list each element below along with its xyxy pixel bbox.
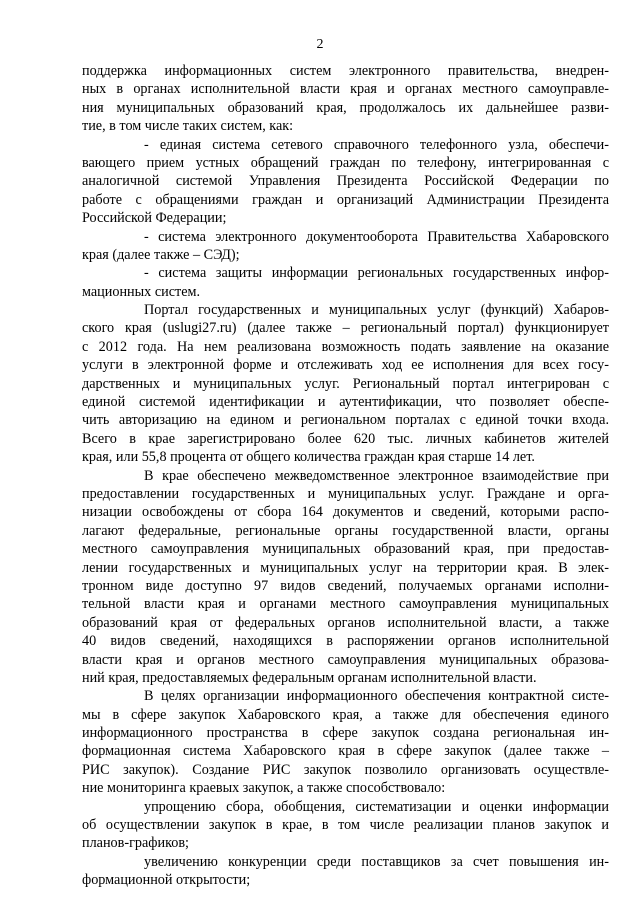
text-line: ние мониторинга краевых закупок, а также способствовало: — [82, 780, 446, 797]
text-line: предоставлении государственных и муниципальных услуг. Граждане и орга- — [82, 485, 609, 502]
text-line: 40 видов сведений, находящихся в распоряжении органов исполнительной — [82, 633, 609, 650]
text-line: единой системой идентификации и аутентификации, что позволяет обеспе- — [82, 394, 609, 411]
text-line: ных в органах исполнительной власти края и органах местного самоуправле- — [82, 81, 609, 98]
text-line: - единая система сетевого справочного телефонного узла, обеспечи- — [144, 136, 609, 153]
text-line: работе с обращениями граждан и организаций Администрации Президента — [82, 191, 609, 208]
text-line: дарственных и муниципальных услуг. Региональный портал интегрирован с — [82, 375, 609, 392]
text-line: поддержка информационных систем электронного правительства, внедрен- — [82, 63, 609, 79]
text-line: РИС закупок). Создание РИС закупок позволило организовать осуществле- — [82, 761, 609, 778]
page-number: 2 — [316, 37, 324, 52]
text-line: с 2012 года. На нем реализована возможность подать заявление на оказание — [82, 338, 609, 355]
text-line: аналогичной системой Управления Президента Российской Федерации по — [82, 173, 609, 190]
text-line: В крае обеспечено межведомственное электронное взаимодействие при — [144, 467, 609, 484]
text-line: местного самоуправления муниципальных образований края, при предостав- — [82, 541, 609, 558]
text-line: лагают федеральные, региональные органы государственной власти, органы — [82, 522, 609, 539]
text-line: формационной открытости; — [82, 872, 251, 889]
text-line: ний края, предоставляемых федеральным органам исполнительной власти. — [82, 669, 537, 686]
text-line: - система электронного документооборота Правительства Хабаровского — [144, 228, 609, 245]
text-line: ния муниципальных образований края, продолжалось их дальнейшее разви- — [82, 99, 609, 116]
text-line: упрощению сбора, обобщения, систематизации и оценки информации — [144, 798, 609, 815]
text-line: планов-графиков; — [82, 835, 189, 852]
text-line: увеличению конкуренции среди поставщиков за счет повышения ин- — [144, 853, 609, 870]
text-line: власти края и органов местного самоуправления муниципальных образова- — [82, 651, 609, 668]
text-line: края (далее также – СЭД); — [82, 246, 240, 263]
text-line: информационного пространства в сфере закупок создана региональная ин- — [82, 725, 609, 742]
text-line: ского края (uslugi27.ru) (далее также – региональный портал) функционирует — [82, 320, 609, 337]
text-line: В целях организации информационного обеспечения контрактной систе- — [144, 688, 609, 705]
text-line: вающего прием устных обращений граждан по телефону, интегрированная с — [82, 154, 609, 171]
text-line: Всего в крае зарегистрировано более 620 тыс. личных кабинетов жителей — [82, 430, 609, 447]
text-line: низации освобождены от сбора 164 документов и сведений, которыми распо- — [82, 504, 609, 521]
text-line: образований края от федеральных органов исполнительной власти, а также — [82, 614, 609, 631]
text-line: мационных систем. — [82, 283, 201, 300]
text-line: чить авторизацию на едином и региональном порталах с единой точки входа. — [82, 412, 609, 429]
text-line: лении государственных и муниципальных услуг на территории края. В элек- — [82, 559, 609, 576]
text-line: Портал государственных и муниципальных услуг (функций) Хабаров- — [144, 302, 609, 319]
text-line: тельной власти края и органами местного самоуправления муниципальных — [82, 596, 609, 613]
text-line: об осуществлении закупок в крае, в том числе реализации планов закупок и — [82, 817, 609, 834]
text-line: мы в сфере закупок Хабаровского края, а также для обеспечения единого — [82, 706, 609, 723]
text-line: - система защиты информации региональных государственных инфор- — [144, 265, 609, 282]
text-line: услуги в электронной форме и отслеживать ход ее исполнения для всех госу- — [82, 357, 609, 374]
text-line: края, или 55,8 процента от общего количества граждан края старше 14 лет. — [82, 449, 535, 466]
document-body — [82, 62, 609, 890]
text-line: Российской Федерации; — [82, 210, 227, 227]
text-line: тронном виде доступно 97 видов сведений, получаемых органами исполни- — [82, 577, 609, 594]
text-line: тие, в том числе таких систем, как: — [82, 118, 294, 135]
text-line: формационная система Хабаровского края в сфере закупок (далее также – — [82, 743, 609, 760]
